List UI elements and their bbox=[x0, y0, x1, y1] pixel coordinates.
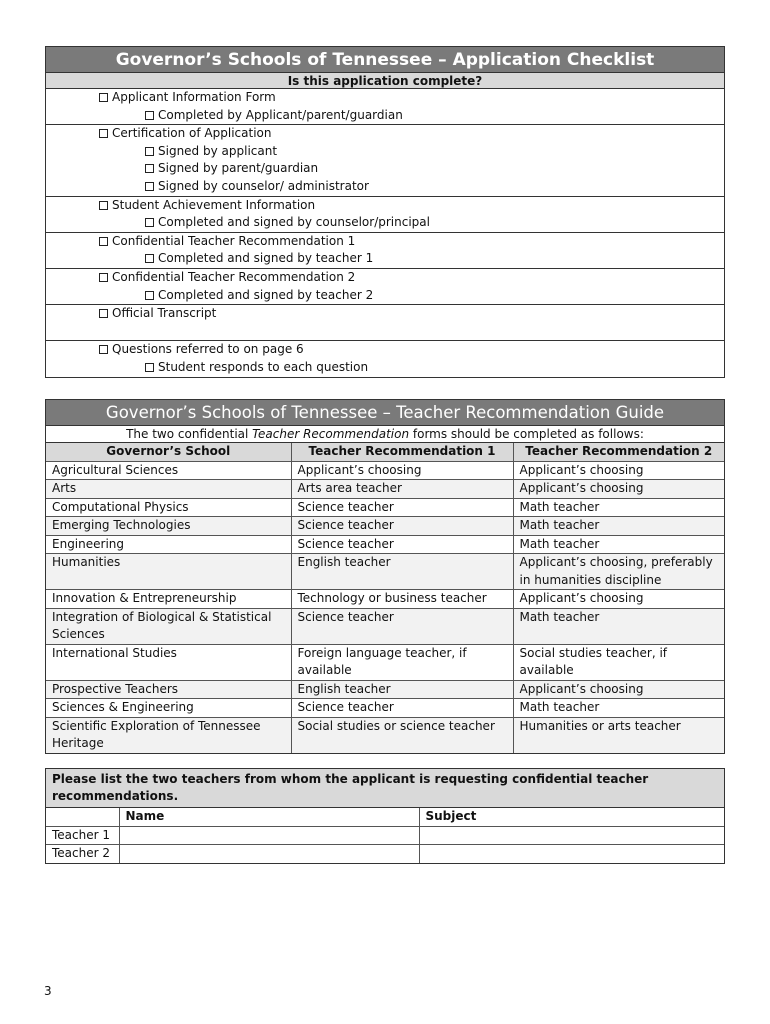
checklist-subitem-label: Completed by Applicant/parent/guardian bbox=[158, 107, 403, 122]
guide-rec2-cell: Social studies teacher, if available bbox=[513, 644, 724, 680]
guide-col-school: Governor’s School bbox=[46, 443, 291, 461]
guide-school-cell: Arts bbox=[46, 480, 291, 499]
guide-table bbox=[46, 443, 724, 753]
guide-school-cell: Emerging Technologies bbox=[46, 517, 291, 536]
checklist-group bbox=[46, 341, 724, 376]
guide-rec2-cell: Math teacher bbox=[513, 608, 724, 644]
table-row bbox=[46, 845, 724, 863]
guide-rec1-cell: Foreign language teacher, if available bbox=[291, 644, 513, 680]
guide-rec2-cell: Math teacher bbox=[513, 517, 724, 536]
guide-school-cell: Innovation & Entrepreneurship bbox=[46, 590, 291, 609]
teacher-row-label: Teacher 2 bbox=[46, 845, 119, 863]
checklist-item bbox=[99, 89, 724, 107]
checklist-subitem bbox=[99, 143, 724, 161]
checkbox[interactable] bbox=[145, 254, 154, 263]
checklist-item-label: Certification of Application bbox=[112, 126, 272, 141]
checklist-item bbox=[99, 269, 724, 287]
guide-rec1-cell: Science teacher bbox=[291, 498, 513, 517]
checklist-subitem-label: Signed by counselor/ administrator bbox=[158, 178, 369, 193]
teacher-name-field[interactable] bbox=[119, 845, 419, 863]
guide-school-cell: Engineering bbox=[46, 535, 291, 554]
checklist-item-label: Confidential Teacher Recommendation 1 bbox=[112, 233, 356, 248]
checklist-item-label: Applicant Information Form bbox=[112, 90, 276, 104]
guide-school-cell: Prospective Teachers bbox=[46, 680, 291, 699]
table-row bbox=[46, 590, 724, 609]
checklist-item-label: Questions referred to on page 6 bbox=[112, 342, 304, 357]
guide-rec1-cell: Science teacher bbox=[291, 517, 513, 536]
guide-col-rec2: Teacher Recommendation 2 bbox=[513, 443, 724, 461]
checklist-title: Governor’s Schools of Tennessee – Application Checklist bbox=[46, 47, 724, 73]
teacher-list-prompt: Please list the two teachers from whom the applicant is requesting confidential teacher recommendations. bbox=[46, 769, 724, 808]
guide-school-cell: Humanities bbox=[46, 554, 291, 590]
guide-rec1-cell: English teacher bbox=[291, 680, 513, 699]
checkbox[interactable] bbox=[145, 164, 154, 173]
checklist-subitem-label: Completed and signed by teacher 2 bbox=[158, 287, 374, 302]
checkbox[interactable] bbox=[145, 218, 154, 227]
checklist-item-label: Student Achievement Information bbox=[112, 197, 316, 212]
checklist-item bbox=[99, 305, 724, 323]
table-row bbox=[46, 554, 724, 590]
guide-rec2-cell: Applicant’s choosing bbox=[513, 461, 724, 480]
teacher-subject-field[interactable] bbox=[419, 826, 724, 845]
checklist-subitem-label: Completed and signed by teacher 1 bbox=[158, 251, 374, 266]
table-row bbox=[46, 535, 724, 554]
recommendation-guide bbox=[45, 399, 725, 754]
teacher-col-name: Name bbox=[119, 808, 419, 826]
guide-col-rec1: Teacher Recommendation 1 bbox=[291, 443, 513, 461]
checklist-subtitle: Is this application complete? bbox=[46, 73, 724, 89]
checklist-item-label: Official Transcript bbox=[112, 306, 217, 321]
table-row bbox=[46, 517, 724, 536]
guide-rec1-cell: Science teacher bbox=[291, 699, 513, 718]
checklist-item bbox=[99, 233, 724, 251]
checklist-group bbox=[46, 305, 724, 341]
checkbox[interactable] bbox=[145, 111, 154, 120]
checkbox[interactable] bbox=[99, 309, 108, 318]
guide-rec1-cell: Science teacher bbox=[291, 535, 513, 554]
checklist-group bbox=[46, 125, 724, 196]
checklist-group bbox=[46, 269, 724, 305]
checklist-subitem-label: Signed by applicant bbox=[158, 143, 278, 158]
checklist-subitem bbox=[99, 107, 724, 125]
guide-intro-pre: The two confidential bbox=[126, 427, 253, 441]
guide-school-cell: Computational Physics bbox=[46, 498, 291, 517]
guide-rec2-cell: Applicant’s choosing, preferably in humanities discipline bbox=[513, 554, 724, 590]
checklist-item bbox=[99, 125, 724, 143]
checkbox[interactable] bbox=[99, 237, 108, 246]
guide-rec2-cell: Math teacher bbox=[513, 498, 724, 517]
table-row bbox=[46, 461, 724, 480]
guide-rec2-cell: Humanities or arts teacher bbox=[513, 717, 724, 753]
guide-intro-emphasis: Teacher Recommendation bbox=[252, 427, 410, 441]
teacher-name-field[interactable] bbox=[119, 826, 419, 845]
table-row bbox=[46, 608, 724, 644]
checklist-subitem bbox=[99, 323, 724, 341]
checklist-subitem bbox=[99, 178, 724, 196]
checklist-group bbox=[46, 89, 724, 125]
guide-school-cell: Scientific Exploration of Tennessee Heritage bbox=[46, 717, 291, 753]
checklist-subitem bbox=[99, 250, 724, 268]
guide-rec1-cell: Technology or business teacher bbox=[291, 590, 513, 609]
teacher-list bbox=[45, 768, 725, 864]
teacher-col-blank bbox=[46, 808, 119, 826]
teacher-table bbox=[46, 808, 724, 863]
checklist-subitem bbox=[99, 160, 724, 178]
teacher-subject-field[interactable] bbox=[419, 845, 724, 863]
guide-rec2-cell: Math teacher bbox=[513, 535, 724, 554]
checkbox[interactable] bbox=[99, 201, 108, 210]
checkbox[interactable] bbox=[99, 273, 108, 282]
table-row bbox=[46, 717, 724, 753]
guide-intro bbox=[46, 426, 724, 443]
guide-rec2-cell: Applicant’s choosing bbox=[513, 590, 724, 609]
checklist-subitem-label: Signed by parent/guardian bbox=[158, 161, 319, 176]
guide-title: Governor’s Schools of Tennessee – Teacher Recommendation Guide bbox=[46, 400, 724, 426]
table-row bbox=[46, 480, 724, 499]
checklist-item bbox=[99, 341, 724, 359]
application-checklist bbox=[45, 46, 725, 378]
checklist-subitem bbox=[99, 359, 724, 377]
checklist-group bbox=[46, 197, 724, 233]
teacher-col-subject: Subject bbox=[419, 808, 724, 826]
table-row bbox=[46, 498, 724, 517]
table-row bbox=[46, 680, 724, 699]
checkbox[interactable] bbox=[99, 93, 108, 102]
checklist-subitem bbox=[99, 214, 724, 232]
checklist-item bbox=[99, 197, 724, 215]
guide-rec2-cell: Math teacher bbox=[513, 699, 724, 718]
checklist-subitem bbox=[99, 287, 724, 305]
guide-rec2-cell: Applicant’s choosing bbox=[513, 680, 724, 699]
checkbox[interactable] bbox=[145, 291, 154, 300]
checklist-group bbox=[46, 233, 724, 269]
guide-school-cell: Integration of Biological & Statistical Sciences bbox=[46, 608, 291, 644]
guide-school-cell: Agricultural Sciences bbox=[46, 461, 291, 480]
guide-rec1-cell: Social studies or science teacher bbox=[291, 717, 513, 753]
table-row bbox=[46, 699, 724, 718]
checklist-groups bbox=[46, 89, 724, 377]
checkbox[interactable] bbox=[99, 345, 108, 354]
guide-rec1-cell: Applicant’s choosing bbox=[291, 461, 513, 480]
guide-school-cell: International Studies bbox=[46, 644, 291, 680]
page-number: 3 bbox=[44, 984, 52, 998]
checkbox[interactable] bbox=[99, 129, 108, 138]
guide-rec1-cell: Science teacher bbox=[291, 608, 513, 644]
guide-school-cell: Sciences & Engineering bbox=[46, 699, 291, 718]
checkbox[interactable] bbox=[145, 363, 154, 372]
checklist-item-label: Confidential Teacher Recommendation 2 bbox=[112, 269, 356, 284]
guide-rec1-cell: English teacher bbox=[291, 554, 513, 590]
table-row bbox=[46, 826, 724, 845]
checklist-subitem-label: Completed and signed by counselor/principal bbox=[158, 215, 430, 230]
checkbox[interactable] bbox=[145, 147, 154, 156]
teacher-row-label: Teacher 1 bbox=[46, 826, 119, 845]
checkbox[interactable] bbox=[145, 182, 154, 191]
guide-rec2-cell: Applicant’s choosing bbox=[513, 480, 724, 499]
table-row bbox=[46, 644, 724, 680]
guide-intro-post: forms should be completed as follows: bbox=[409, 427, 644, 441]
checklist-subitem-label: Student responds to each question bbox=[158, 359, 369, 374]
guide-rec1-cell: Arts area teacher bbox=[291, 480, 513, 499]
